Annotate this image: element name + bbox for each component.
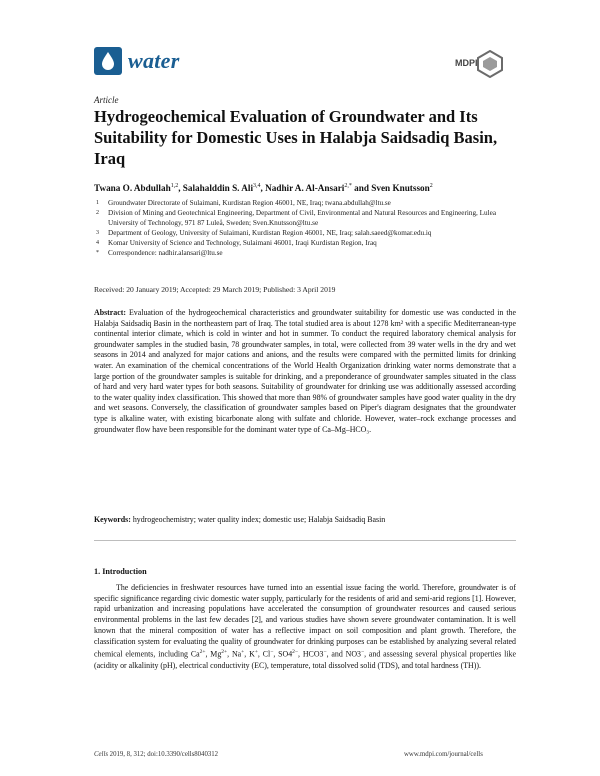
footer-journal: Cells: [94, 751, 108, 758]
affiliation-list: [94, 198, 524, 258]
section-divider: [94, 540, 516, 541]
water-drop-icon: [94, 47, 122, 75]
affiliation-text: Department of Geology, University of Sulaimani, Kurdistan Region 46001, NE, Iraq; salah.saeed@komar.edu.iq: [108, 229, 432, 237]
abstract: [94, 308, 516, 435]
abstract-label: Abstract:: [94, 308, 126, 317]
affiliation-text: Division of Mining and Geotechnical Engineering, Department of Civil, Environmental and Natural Resources and Engineering, Lulea University of Technology, 971 87 Luleå, Sweden; Sven.Knutsson@ltu.se: [108, 209, 497, 227]
author-affil-mark: 3,4: [253, 183, 261, 189]
affiliation-text: Groundwater Directorate of Sulaimani, Kurdistan Region 46001, NE, Iraq; twana.abdullah@ltu.se: [108, 199, 391, 207]
author-separator: ,: [260, 183, 266, 194]
introduction-heading: 1. Introduction: [94, 567, 147, 576]
affiliation-item: [94, 198, 524, 208]
affiliation-mark: 2: [96, 210, 99, 216]
author-affil-mark: 2,*: [344, 183, 352, 189]
charge-sup: +: [254, 649, 258, 656]
journal-logo[interactable]: [94, 47, 180, 75]
author-name[interactable]: Twana O. Abdullah: [94, 183, 171, 194]
author-name[interactable]: Nadhir A. Al-Ansari: [265, 183, 345, 194]
intro-text: , and NO3: [326, 649, 361, 659]
journal-name: water: [128, 48, 180, 73]
intro-text: , K: [244, 649, 255, 659]
keywords-label: Keywords:: [94, 515, 131, 524]
author-affil-mark: 2: [429, 183, 433, 189]
affiliation-mark: 1: [96, 200, 99, 206]
article-title: Hydrogeochemical Evaluation of Groundwater and Its Suitability for Domestic Uses in Halabja Saidsadiq Basin, Iraq: [94, 107, 498, 168]
intro-text: , Mg: [205, 649, 222, 659]
keywords-text: hydrogeochemistry; water quality index; domestic use; Halabja Saidsadiq Basin: [132, 515, 386, 524]
intro-text: The deficiencies in freshwater resources have turned into an essential issue facing the world. Therefore, groundwater is of specific significance regarding civic domestic water supply, particularly for the residents of arid and semi-arid regions [1]. However, rapid urbanization and increasing populations have accelerated the consumption of groundwater resources and caused serious environmental problems in the last few decades [2], and various studies have shown severe groundwater contamination. It is well known that the mineral composition of water has a reflective impact on soil composition and plant growth. Therefore, the classification system for evaluating the quality of groundwater for drinking purposes can be established by analyzing several related chemical elements, including Ca: [94, 583, 516, 659]
publisher-name: MDPI: [455, 58, 478, 68]
intro-text: , and assessing several physical properties like (acidity or alkalinity (pH), electrical conductivity (EC), temperature, total dissolved solid (TDS), and total hardness (TH)).: [94, 649, 516, 670]
author-name[interactable]: Salahalddin S. Ali: [182, 183, 254, 194]
footer-url[interactable]: www.mdpi.com/journal/cells: [404, 751, 483, 758]
intro-text: , Na: [227, 649, 242, 659]
affiliation-text: Komar University of Science and Technology, Sulaimani 46001, Iraqi Kurdistan Region, Iraq: [108, 239, 377, 247]
introduction-paragraph: [94, 583, 516, 671]
affiliation-item: [94, 208, 524, 228]
intro-text: , Cl: [257, 649, 271, 659]
correspondence-text[interactable]: Correspondence: nadhir.alansari@ltu.se: [108, 249, 223, 257]
intro-text: , HCO3: [298, 649, 324, 659]
affiliation-item: [94, 238, 524, 248]
correspondence-item: [94, 248, 524, 258]
charge-sup: +: [241, 649, 245, 656]
charge-sup: −: [361, 649, 365, 656]
charge-sup: −: [323, 649, 327, 656]
publication-dates: Received: 20 January 2019; Accepted: 29 March 2019; Published: 3 April 2019: [94, 285, 336, 294]
charge-sup: 2+: [199, 649, 206, 656]
author-name[interactable]: Sven Knutsson: [371, 183, 430, 194]
abstract-text: Evaluation of the hydrogeochemical characteristics and groundwater suitability for domestic use was conducted in the Halabja Saidsadiq Basin in the northeastern part of Iraq. The total studied area is about 1278 km² with a specific Mediterranean-type continental interior climate, which is cold in winter and hot in summer. To conduct the required laboratory chemical analysis for groundwater samples in the studied basin, 78 groundwater samples, in total, were collected from 39 water wells in the dry and wet seasons in 2014 and analyzed for major cations and anions, and the results were compared with the permitted limits for drinking water. An examination of the chemical concentrations of the World Health Organization drinking water norms demonstrate that a large portion of the groundwater samples is suitable for drinking, and a preponderance of groundwater samples situated in the class of hard and very hard water types for both seasons. Suitability of groundwater for drinking use was additionally assessed according to the water quality index classification. This showed that more than 98% of groundwater samples have good water quality in the dry and wet seasons. Conversely, the classification of groundwater samples based on Piper's diagram designates that the groundwater type is alkaline water, with existing bicarbonate along with sulfate and chloride. However, water–rock exchange processes and groundwater flow have been responsible for the dominant water type of Ca–Mg–HCO₃.: [94, 308, 516, 434]
affiliation-mark: *: [96, 250, 99, 256]
mdpi-logo-icon[interactable]: [476, 50, 504, 78]
charge-sup: 2−: [292, 649, 299, 656]
author-separator: and: [351, 183, 372, 194]
author-separator: ,: [178, 183, 183, 194]
affiliation-mark: 4: [96, 240, 99, 246]
affiliation-item: [94, 228, 524, 238]
affiliation-mark: 3: [96, 230, 99, 236]
footer-doi[interactable]: 2019, 8, 312; doi:10.3390/cells8040312: [107, 751, 219, 758]
footer-citation: [94, 751, 218, 758]
author-list: [94, 183, 514, 193]
author-affil-mark: 1,2: [170, 183, 179, 189]
charge-sup: 2+: [221, 649, 228, 656]
charge-sup: −: [270, 649, 274, 656]
keywords: [94, 515, 516, 524]
article-type: Article: [94, 95, 119, 105]
intro-text: , SO4: [273, 649, 293, 659]
